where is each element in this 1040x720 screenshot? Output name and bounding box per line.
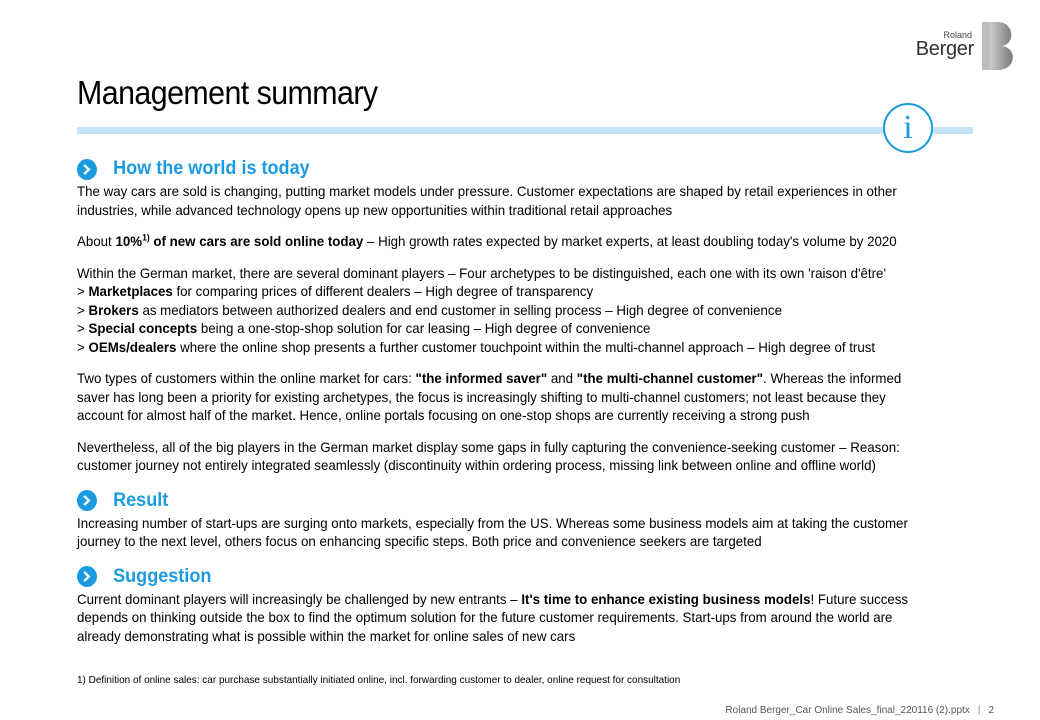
bullet-marker: > (77, 320, 89, 336)
logo-small-text: Roland (943, 30, 972, 40)
list-item-text: as mediators between authorized dealers and end customer in selling process – High degree of convenience (138, 301, 782, 318)
text-bold: of new cars are sold online today (149, 233, 364, 249)
list-item-bold: Brokers (88, 301, 139, 318)
text: ! Future success depends on thinking outside the box to find the optimum solution for the future customer requirements. Start-ups from around the world are already demonstrating what is possible within the market for online sales of new cars (77, 590, 909, 644)
text-bold: It's time to enhance existing business models (521, 590, 811, 607)
text: and (547, 370, 577, 386)
section-heading-suggestion-label: Suggestion (113, 565, 212, 587)
chevron-right-circle-icon (77, 159, 97, 180)
page-number: 2 (988, 705, 994, 716)
page-title: Management summary (77, 74, 378, 111)
result-paragraph: Increasing number of start-ups are surging onto markets, especially from the US. Whereas some business models aim at taking the customer journey to the next level, others focus on enhancing specific steps. Both price and convenience seekers are targeted (77, 514, 908, 549)
list-item-text: being a one-stop-shop solution for car leasing – High degree of convenience (197, 320, 651, 336)
text: Current dominant players will increasingly be challenged by new entrants – (77, 590, 522, 607)
world-paragraph-5: Nevertheless, all of the big players in the German market display some gaps in fully capturing the convenience-seeking customer – Reason: customer journey not entirely integrated seamlessly (discontinuity within ordering process, missing link between online and offline world) (77, 438, 900, 473)
archetype-list (77, 282, 932, 356)
world-paragraph-3: Within the German market, there are several dominant players – Four archetypes to be distinguished, each one with its own 'raison d'être' (77, 264, 886, 281)
bullet-marker: > (77, 301, 89, 318)
text: Two types of customers within the online market for cars: (77, 370, 416, 386)
section-heading-result (77, 489, 932, 513)
text-bold: "the multi-channel customer" (576, 370, 764, 386)
section-heading-result-label: Result (113, 489, 169, 511)
list-item (77, 282, 932, 301)
footnote: 1) Definition of online sales: car purchase substantially initiated online, incl. forwarding customer to dealer, online request for consultation (77, 674, 681, 686)
section-heading-world (77, 157, 932, 181)
summary-content (77, 157, 932, 645)
info-icon: i (883, 103, 933, 153)
list-item-text: for comparing prices of different dealers – High degree of transparency (172, 283, 594, 299)
chevron-right-circle-icon (77, 490, 97, 511)
world-paragraph-2 (77, 232, 932, 251)
text-bold: "the informed saver" (415, 370, 548, 386)
list-item-bold: Special concepts (88, 320, 198, 336)
footer-separator: | (977, 705, 981, 716)
text: – High growth rates expected by market experts, at least doubling today's volume by 2020 (363, 233, 897, 249)
list-item (77, 319, 932, 338)
roland-berger-logo (900, 20, 1020, 72)
text-bold: 10% (115, 233, 143, 249)
text: About (77, 233, 116, 249)
list-item (77, 338, 932, 357)
list-item-text: where the online shop presents a further customer touchpoint within the multi-channel approach – High degree of trust (176, 338, 876, 355)
footer-file-name: Roland Berger_Car Online Sales_final_220116 (2).pptx (725, 705, 970, 716)
list-item-bold: Marketplaces (88, 283, 173, 299)
footnote-ref: 1) (142, 232, 150, 243)
logo-big-text: Berger (915, 38, 974, 60)
bullet-marker: > (77, 338, 89, 355)
footer (725, 705, 994, 716)
suggestion-paragraph (77, 590, 932, 646)
world-paragraph-4 (77, 369, 932, 425)
section-heading-suggestion (77, 565, 932, 589)
bullet-marker: > (77, 283, 89, 299)
title-rule (77, 127, 973, 134)
world-paragraph-1: The way cars are sold is changing, putting market models under pressure. Customer expectations are shaped by retail experiences in other industries, while advanced technology opens up new opportunities within traditional retail approaches (77, 183, 897, 218)
logo-b-mark-icon (980, 20, 1020, 72)
chevron-right-circle-icon (77, 566, 97, 587)
section-heading-world-label: How the world is today (113, 158, 310, 179)
list-item-bold: OEMs/dealers (88, 338, 177, 355)
list-item (77, 301, 932, 320)
text: . Whereas the informed saver has long been a priority for existing archetypes, the focus is increasingly shifting to multi-channel customers; not least because they account for almost half of the market. Hence, online portals focusing on one-stop shops are currently receiving a strong push (77, 370, 902, 423)
